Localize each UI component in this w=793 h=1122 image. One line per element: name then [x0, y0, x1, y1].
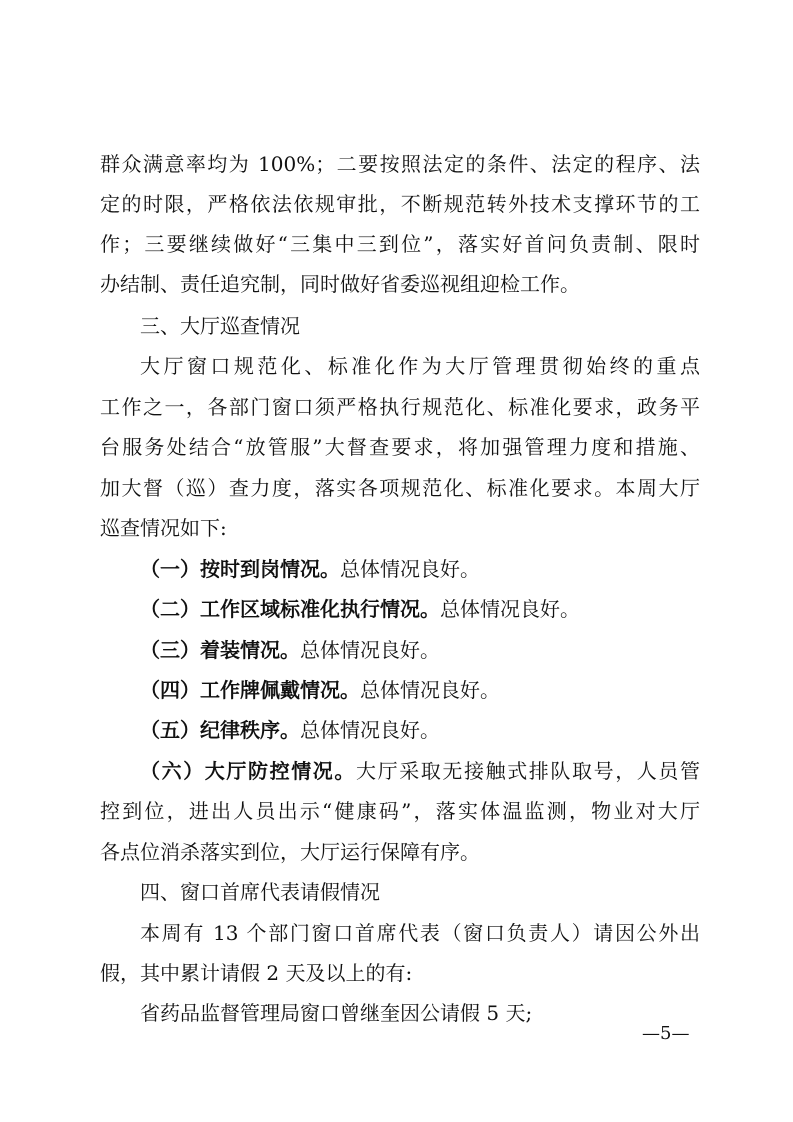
page-number: —5— [642, 1023, 690, 1044]
para-line: 群众满意率均为 100%；二要按照法定的条件、法定的程序、法 [100, 152, 700, 176]
para-line: 省药品监督管理局窗口曾继奎因公请假 5 天; [140, 1001, 533, 1025]
para-line: 大厅窗口规范化、标准化作为大厅管理贯彻始终的重点 [140, 354, 700, 378]
item-label: （五）纪律秩序。 [140, 718, 300, 742]
list-item [140, 676, 700, 704]
para-line: 加大督（巡）查力度，落实各项规范化、标准化要求。本周大厅 [100, 476, 700, 500]
item-label: （二）工作区域标准化执行情况。 [140, 597, 440, 621]
para-line: 工作之一，各部门窗口须严格执行规范化、标准化要求，政务平 [100, 395, 700, 419]
section-heading: 三、大厅巡查情况 [140, 314, 300, 338]
list-item [140, 636, 700, 664]
para-line: 各点位消杀落实到位，大厅运行保障有序。 [100, 840, 480, 864]
item-label: （六）大厅防控情况。 [140, 759, 356, 783]
list-item [140, 595, 700, 623]
list-item [140, 716, 700, 744]
item-label: （四）工作牌佩戴情况。 [140, 678, 360, 702]
item-label: （一）按时到岗情况。 [140, 557, 340, 581]
item-text: 总体情况良好。 [340, 557, 480, 581]
item-text: 大厅采取无接触式排队取号，人员管 [356, 759, 700, 783]
list-item [140, 555, 700, 583]
para-line: 办结制、责任追究制，同时做好省委巡视组迎检工作。 [100, 272, 580, 296]
para-line: 控到位，进出人员出示“健康码”，落实体温监测，物业对大厅 [100, 799, 700, 823]
para-line: 巡查情况如下: [100, 516, 227, 540]
item-label: （三）着装情况。 [140, 638, 300, 662]
para-line: 本周有 13 个部门窗口首席代表（窗口负责人）请因公外出 [140, 921, 700, 945]
list-item [140, 757, 700, 785]
item-text: 总体情况良好。 [300, 638, 440, 662]
para-line: 定的时限，严格依法依规审批，不断规范转外技术支撑环节的工 [100, 192, 700, 216]
item-text: 总体情况良好。 [300, 718, 440, 742]
para-line: 作；三要继续做好“三集中三到位”，落实好首问负责制、限时 [100, 232, 700, 256]
para-line: 台服务处结合“放管服”大督查要求，将加强管理力度和措施、 [100, 435, 700, 459]
section-heading: 四、窗口首席代表请假情况 [140, 880, 380, 904]
para-line: 假，其中累计请假 2 天及以上的有: [100, 961, 413, 985]
item-text: 总体情况良好。 [440, 597, 580, 621]
item-text: 总体情况良好。 [360, 678, 500, 702]
